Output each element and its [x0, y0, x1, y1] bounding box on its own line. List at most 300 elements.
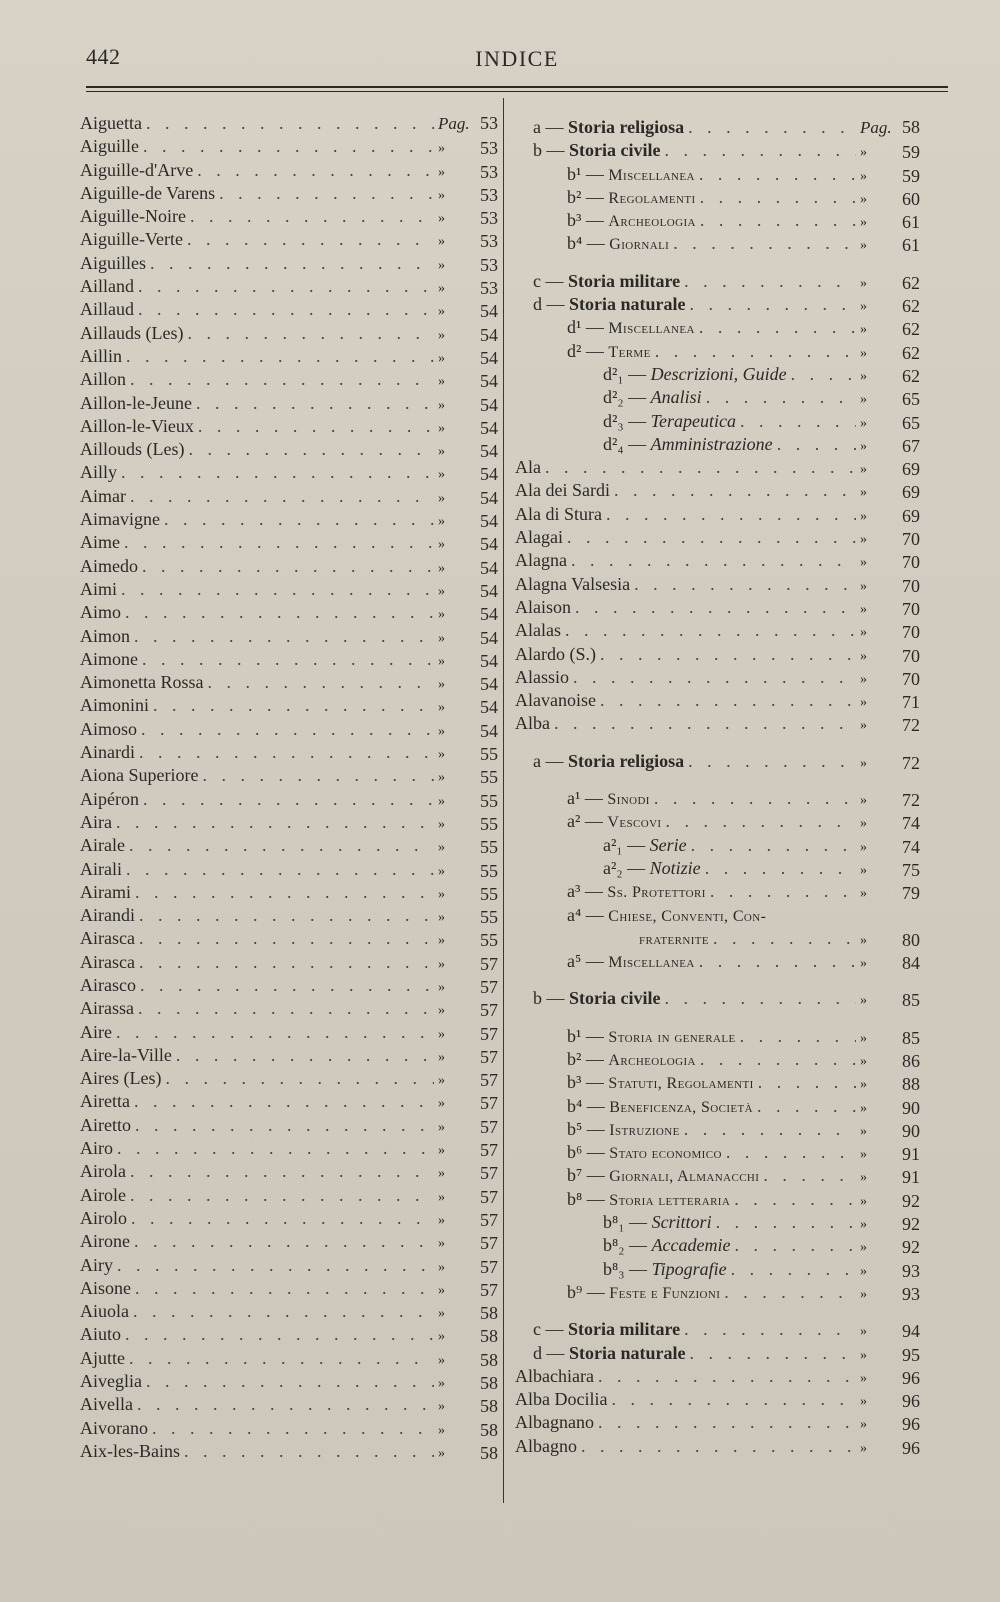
page-prefix: »	[438, 770, 445, 786]
entry-label	[80, 1440, 180, 1463]
page-number-value: 62	[902, 296, 920, 317]
leader-dots	[684, 1318, 856, 1341]
entry-text: Airolo	[80, 1207, 127, 1228]
leader-dots	[219, 182, 434, 205]
leader-dots	[140, 974, 434, 997]
entry-page	[438, 627, 498, 650]
index-entry	[515, 810, 920, 833]
index-entry	[515, 293, 920, 316]
leader-dots	[137, 1393, 434, 1416]
index-entry	[515, 1048, 920, 1071]
leader-dots	[699, 316, 856, 339]
index-entry	[515, 1388, 920, 1411]
entry-page	[438, 860, 498, 883]
page-prefix: »	[438, 723, 445, 739]
page-prefix: »	[860, 1324, 867, 1340]
entry-page	[860, 645, 920, 668]
entry-page	[860, 365, 920, 388]
page-prefix: »	[438, 1236, 445, 1252]
entry-page	[438, 813, 498, 836]
entry-page	[438, 1162, 498, 1185]
entry-page	[860, 989, 920, 1012]
index-entry	[80, 811, 498, 834]
entry-text: Feste e Funzioni	[609, 1284, 721, 1302]
leader-dots	[139, 951, 434, 974]
entry-page	[860, 318, 920, 341]
index-entry	[515, 209, 920, 232]
entry-page	[860, 882, 920, 905]
page-prefix: »	[438, 1282, 445, 1298]
entry-text: Tipografie	[651, 1258, 727, 1279]
page-number-value: 54	[480, 534, 498, 555]
page-prefix: »	[438, 1073, 445, 1089]
leader-dots	[791, 363, 856, 386]
leader-dots	[688, 750, 856, 773]
entry-text: Airami	[80, 881, 131, 902]
index-entry	[515, 116, 920, 139]
entry-text: Alavanoise	[515, 690, 596, 711]
page-number-value: 88	[902, 1074, 920, 1095]
index-entry	[515, 927, 920, 950]
page-number-value: 85	[902, 1027, 920, 1048]
entry-label	[603, 834, 687, 857]
entry-label	[533, 750, 684, 773]
entry-text: Aillauds (Les)	[80, 322, 184, 343]
entry-label	[567, 316, 695, 340]
index-entry	[80, 1207, 498, 1230]
entry-text: Aimon	[80, 625, 131, 646]
page-prefix: »	[438, 420, 445, 436]
page-number-value: 54	[480, 487, 498, 508]
entry-page	[860, 1050, 920, 1073]
page-prefix: »	[860, 485, 867, 501]
entry-label	[80, 1417, 148, 1440]
entry-label	[533, 270, 680, 293]
page-prefix: »	[860, 438, 867, 454]
index-entry	[80, 601, 498, 624]
index-entry	[80, 1044, 498, 1067]
page-prefix: »	[438, 583, 445, 599]
leader-dots	[139, 741, 434, 764]
leader-dots	[699, 163, 856, 186]
page-number-value: 59	[902, 165, 920, 186]
entry-prefix: d²₂ —	[603, 387, 647, 408]
index-entry	[80, 508, 498, 531]
entry-page	[438, 254, 498, 277]
entry-page	[860, 691, 920, 714]
entry-label	[80, 951, 135, 974]
page-prefix: »	[438, 607, 445, 623]
entry-prefix: a² —	[567, 811, 603, 832]
entry-prefix: d²₁ —	[603, 363, 647, 384]
entry-page	[860, 1027, 920, 1050]
entry-label	[603, 410, 736, 433]
page-number-value: 62	[902, 319, 920, 340]
leader-dots	[143, 135, 434, 158]
page-prefix: »	[860, 993, 867, 1009]
entry-prefix: b⁸ —	[567, 1188, 605, 1209]
page-prefix: »	[860, 1217, 867, 1233]
entry-label	[639, 927, 709, 951]
entry-page	[860, 141, 920, 164]
entry-text: Accademie	[651, 1235, 731, 1256]
leader-dots	[138, 275, 434, 298]
entry-label	[515, 573, 630, 596]
entry-label	[567, 950, 695, 974]
entry-text: Aivorano	[80, 1417, 148, 1438]
entry-label	[80, 1323, 121, 1346]
index-entry	[515, 619, 920, 642]
entry-text: Chiese, Conventi, Con-	[608, 907, 767, 925]
entry-text: Ailland	[80, 276, 134, 297]
page-prefix: »	[438, 164, 445, 180]
leader-dots	[146, 112, 434, 135]
leader-dots	[710, 880, 856, 903]
entry-page	[438, 1395, 498, 1418]
page-number-value: 54	[480, 441, 498, 462]
page-number-value: 58	[480, 1326, 498, 1347]
entry-text: Storia naturale	[569, 1342, 686, 1363]
entry-text: Aimonetta Rossa	[80, 672, 204, 693]
entry-label	[80, 485, 126, 508]
leader-dots	[611, 1388, 856, 1411]
entry-label	[567, 880, 706, 904]
entry-label	[80, 858, 122, 881]
entry-text: Storia naturale	[569, 294, 686, 315]
page-number-value: 58	[480, 1303, 498, 1324]
leader-dots	[684, 270, 856, 293]
page-prefix: »	[860, 392, 867, 408]
page-prefix: »	[860, 1417, 867, 1433]
entry-text: Regolamenti	[608, 189, 696, 207]
page-number-value: 95	[902, 1344, 920, 1365]
leader-dots	[740, 1025, 856, 1048]
entry-prefix: d —	[533, 294, 565, 315]
leader-dots	[165, 1067, 434, 1090]
leader-dots	[598, 1411, 856, 1434]
entry-label	[603, 857, 701, 880]
entry-label	[603, 1234, 731, 1257]
leader-dots	[716, 1211, 856, 1234]
entry-text: Airetto	[80, 1114, 131, 1135]
entry-label	[80, 1393, 133, 1416]
entry-text: Aipéron	[80, 788, 139, 809]
entry-page	[438, 324, 498, 347]
page-prefix: »	[860, 601, 867, 617]
index-entry	[80, 904, 498, 927]
entry-label	[80, 718, 137, 741]
entry-prefix: a³ —	[567, 881, 603, 902]
entry-label	[515, 1435, 577, 1458]
entry-label	[80, 881, 131, 904]
entry-label	[80, 182, 215, 205]
leader-dots	[684, 1118, 856, 1141]
entry-page	[860, 1344, 920, 1367]
index-entry	[80, 159, 498, 182]
leader-dots	[700, 209, 856, 232]
page-number-value: 58	[480, 1396, 498, 1417]
entry-text: Albagnano	[515, 1412, 594, 1433]
entry-prefix: d —	[533, 1342, 565, 1363]
page-number-value: 65	[902, 389, 920, 410]
entry-page	[438, 1209, 498, 1232]
entry-label	[567, 1281, 720, 1305]
entry-label	[80, 531, 120, 554]
entry-text: Alalas	[515, 620, 561, 641]
page-prefix: »	[860, 793, 867, 809]
index-entry	[515, 186, 920, 209]
page-prefix: »	[438, 1376, 445, 1392]
index-entry	[515, 596, 920, 619]
page-number-value: 67	[902, 435, 920, 456]
entry-text: Ss. Protettori	[607, 884, 706, 902]
entry-page	[438, 580, 498, 603]
entry-label	[80, 601, 121, 624]
page-number-value: 75	[902, 859, 920, 880]
entry-page	[860, 1073, 920, 1096]
entry-label	[567, 1164, 759, 1188]
entry-page	[438, 603, 498, 626]
entry-prefix: a —	[533, 117, 564, 137]
page-prefix: »	[860, 932, 867, 948]
entry-page	[860, 752, 920, 775]
entry-page	[860, 621, 920, 644]
index-entry	[80, 881, 498, 904]
page-number: 442	[86, 44, 121, 69]
entry-label	[603, 433, 773, 456]
entry-page	[438, 766, 498, 789]
entry-text: Descrizioni, Guide	[650, 363, 787, 384]
entry-text: Aix-les-Bains	[80, 1440, 180, 1461]
entry-prefix: b⁸₃ —	[603, 1258, 648, 1279]
leader-dots	[126, 858, 434, 881]
index-entry	[80, 461, 498, 484]
leader-dots	[699, 950, 856, 973]
page-number-value: 92	[902, 1237, 920, 1258]
entry-page	[438, 300, 498, 323]
entry-page	[860, 295, 920, 318]
page-number-value: 62	[902, 342, 920, 363]
entry-text: Aiguilles	[80, 252, 146, 273]
page-prefix: »	[438, 979, 445, 995]
entry-label	[80, 1114, 131, 1137]
page-number-value: 57	[480, 1163, 498, 1184]
page-number-value: 70	[902, 668, 920, 689]
page-prefix: »	[438, 141, 445, 157]
page-prefix: »	[438, 886, 445, 902]
entry-page	[438, 137, 498, 160]
page-prefix: »	[860, 1347, 867, 1363]
entry-text: Storia religiosa	[568, 117, 685, 137]
entry-page	[860, 1097, 920, 1120]
entry-page	[860, 1320, 920, 1343]
page-prefix: »	[860, 1286, 867, 1302]
index-entry	[80, 1114, 498, 1137]
page-prefix: »	[860, 1077, 867, 1093]
leader-dots	[600, 643, 856, 666]
entry-text: Aimone	[80, 648, 138, 669]
page-number-value: 92	[902, 1214, 920, 1235]
entry-prefix: b⁸₁ —	[603, 1212, 648, 1233]
page-prefix: »	[438, 1422, 445, 1438]
entry-page	[438, 533, 498, 556]
entry-text: Amministrazione	[650, 433, 773, 454]
entry-prefix: a²₁ —	[603, 834, 646, 855]
entry-prefix: a⁴ —	[567, 904, 604, 925]
index-entry	[80, 788, 498, 811]
entry-label	[567, 1025, 736, 1049]
index-entry	[80, 228, 498, 251]
page-prefix: »	[438, 467, 445, 483]
entry-text: Ala dei Sardi	[515, 480, 610, 501]
entry-label	[567, 904, 766, 928]
index-entry	[80, 1440, 498, 1463]
entry-text: Ala	[515, 457, 541, 478]
entry-page	[438, 1256, 498, 1279]
entry-page	[860, 188, 920, 211]
index-entry	[515, 232, 920, 255]
leader-dots	[164, 508, 434, 531]
entry-page	[438, 487, 498, 510]
entry-prefix: a —	[533, 750, 564, 771]
entry-page	[438, 720, 498, 743]
entry-page	[438, 277, 498, 300]
page-number-value: 70	[902, 598, 920, 619]
entry-text: Aiguille-Noire	[80, 206, 186, 227]
index-entry	[80, 1254, 498, 1277]
page-prefix: »	[438, 281, 445, 297]
page-number-value: 57	[480, 953, 498, 974]
page-prefix: »	[438, 653, 445, 669]
page-number-value: 90	[902, 1120, 920, 1141]
page-prefix: »	[438, 1329, 445, 1345]
entry-page	[860, 412, 920, 435]
leader-dots	[126, 345, 434, 368]
entry-text: Vescovi	[607, 814, 662, 832]
entry-page	[438, 417, 498, 440]
entry-label	[533, 116, 684, 139]
entry-prefix: d²₃ —	[603, 410, 647, 431]
index-entry	[80, 298, 498, 321]
page-prefix: »	[860, 718, 867, 734]
index-entry	[515, 1318, 920, 1341]
entry-prefix: a⁵ —	[567, 951, 604, 972]
page-number-value: 69	[902, 459, 920, 480]
index-entry	[80, 205, 498, 228]
page-prefix: »	[860, 191, 867, 207]
page-number-value: 55	[480, 813, 498, 834]
index-entry	[515, 270, 920, 293]
leader-dots	[176, 1044, 434, 1067]
index-column-right	[515, 116, 920, 1458]
entry-page	[438, 1442, 498, 1465]
index-entry	[80, 135, 498, 158]
entry-label	[533, 1318, 680, 1341]
leader-dots	[198, 415, 434, 438]
entry-text: Aiguille-d'Arve	[80, 159, 194, 180]
page-prefix: »	[860, 215, 867, 231]
page-prefix: »	[438, 327, 445, 343]
entry-label	[80, 741, 135, 764]
index-entry	[515, 526, 920, 549]
page-prefix: »	[860, 1193, 867, 1209]
index-entry	[515, 549, 920, 572]
entry-page	[438, 347, 498, 370]
page-number-value: 55	[480, 837, 498, 858]
page-prefix: »	[438, 211, 445, 227]
page-number-value: 96	[902, 1391, 920, 1412]
section-gap	[515, 736, 920, 750]
page-number-value: 54	[480, 557, 498, 578]
page-number-value: 92	[902, 1190, 920, 1211]
entry-page	[438, 696, 498, 719]
entry-page	[860, 165, 920, 188]
entry-prefix: b² —	[567, 186, 604, 207]
entry-page	[860, 859, 920, 882]
page-prefix: »	[438, 490, 445, 506]
page-number-value: 55	[480, 790, 498, 811]
entry-page	[438, 1046, 498, 1069]
entry-label	[80, 298, 134, 321]
page-prefix: »	[438, 560, 445, 576]
leader-dots	[700, 186, 856, 209]
entry-page	[860, 1390, 920, 1413]
entry-prefix: d²₄ —	[603, 433, 647, 454]
leader-dots	[208, 671, 435, 694]
leader-dots	[121, 578, 434, 601]
entry-label	[515, 619, 561, 642]
entry-label	[515, 1365, 594, 1388]
entry-text: Giornali, Almanacchi	[609, 1168, 760, 1186]
index-entry	[80, 1393, 498, 1416]
leader-dots	[124, 531, 434, 554]
entry-text: Airo	[80, 1138, 113, 1159]
index-entry	[515, 1164, 920, 1187]
index-entry	[80, 252, 498, 275]
index-entry	[80, 741, 498, 764]
entry-page	[438, 230, 498, 253]
leader-dots	[150, 252, 434, 275]
index-entry	[515, 433, 920, 456]
entry-page	[860, 1260, 920, 1283]
page-number-value: 72	[902, 752, 920, 773]
entry-label	[80, 764, 198, 787]
page-prefix: Pag.	[860, 118, 892, 137]
page-number-value: 58	[480, 1373, 498, 1394]
leader-dots	[664, 987, 856, 1010]
leader-dots	[190, 205, 434, 228]
entry-page	[438, 463, 498, 486]
entry-prefix: c —	[533, 270, 564, 291]
entry-label	[80, 322, 183, 345]
leader-dots	[139, 927, 434, 950]
page-number-value: 54	[480, 324, 498, 345]
entry-label	[80, 1230, 130, 1253]
page-number-value: 57	[480, 1279, 498, 1300]
entry-label	[603, 386, 702, 409]
page-number-value: 74	[902, 813, 920, 834]
leader-dots	[138, 298, 434, 321]
leader-dots	[581, 1435, 856, 1458]
entry-page	[438, 557, 498, 580]
page-prefix: »	[438, 1049, 445, 1065]
header-rule-thin	[86, 91, 948, 92]
page-number-value: 90	[902, 1097, 920, 1118]
page-prefix: »	[860, 368, 867, 384]
index-entry	[80, 1323, 498, 1346]
page-prefix: »	[860, 1100, 867, 1116]
leader-dots	[134, 1230, 434, 1253]
